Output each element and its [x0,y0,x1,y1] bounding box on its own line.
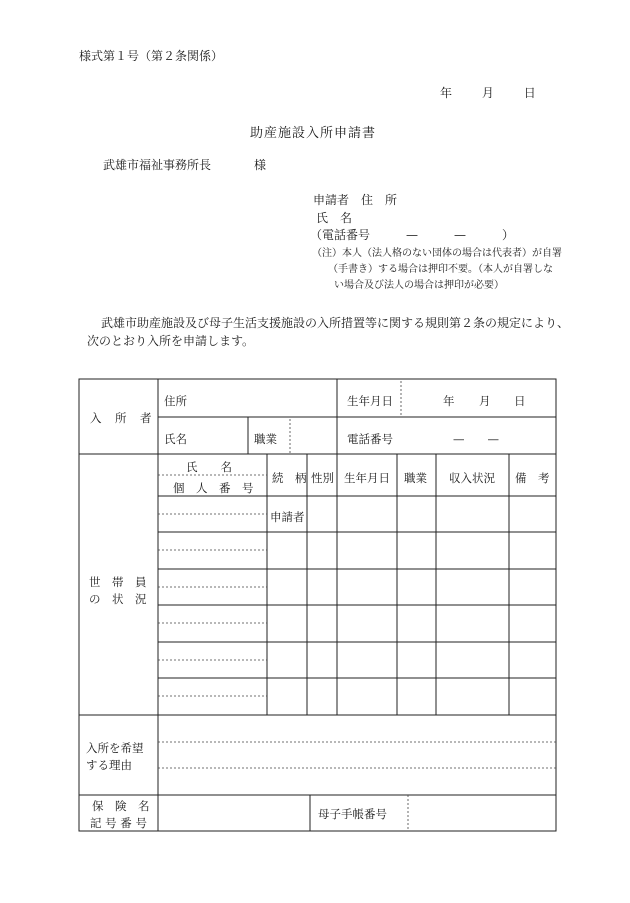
note-line-2: （手書き）する場合は押印不要。（本人が自署しな [328,264,553,275]
form-number: 様式第１号（第２条関係） [79,49,224,63]
col-relation-header: 続 柄 [272,471,307,485]
body-line-1: 武雄市助産施設及び母子生活支援施設の入所措置等に関する規則第２条の規定により、 [101,316,570,330]
birth-day-label: 日 [514,394,526,408]
honorific: 様 [254,158,267,172]
date-year: 年 [440,86,453,100]
applicant-phone-label: （電話番号 — — ） [310,228,515,242]
col-birthdate-header: 生年月日 [344,471,390,485]
col-personal-number-header: 個 人 番 号 [173,481,254,495]
birth-year-label: 年 [443,394,455,408]
col-name-header: 氏 名 [186,460,232,474]
col-income-header: 収入状況 [449,471,495,485]
address-label: 住所 [164,394,187,408]
entrant-label: 入 所 者 [90,411,153,425]
date-day: 日 [523,86,536,100]
addressee: 武雄市福祉事務所長 [103,158,212,172]
birthdate-label: 生年月日 [347,394,393,408]
note-line-1: （注）本人（法人格のない団体の場合は代表者）が自署 [312,248,562,259]
occupation-label: 職業 [254,432,277,446]
col-sex-header: 性別 [311,471,334,485]
maternal-handbook-label: 母子手帳番号 [318,807,387,821]
reason-label-line-2: する理由 [86,758,132,772]
insurance-label-line-2: 記 号 番 号 [90,816,147,830]
applicant-name-label: 氏 名 [316,211,353,225]
name-label: 氏名 [164,432,187,446]
col-occupation-header: 職業 [404,471,427,485]
phone-dashes: — — [453,432,499,446]
document-title: 助産施設入所申請書 [250,126,377,141]
col-remarks-header: 備 考 [515,471,550,485]
applicant-address-label: 申請者 住 所 [313,193,398,207]
household-label-line-1: 世 帯 員 [89,575,147,589]
household-label-line-2: の 状 況 [89,592,147,606]
insurance-label-line-1: 保 険 名 [92,799,150,813]
reason-label-line-1: 入所を希望 [86,741,144,755]
applicant-relation-cell: 申請者 [270,510,305,524]
date-month: 月 [481,86,494,100]
note-line-3: い場合及び法人の場合は押印が必要） [334,280,504,291]
phone-label: 電話番号 [347,432,393,446]
birth-month-label: 月 [479,394,491,408]
body-line-2: 次のとおり入所を申請します。 [87,334,255,348]
